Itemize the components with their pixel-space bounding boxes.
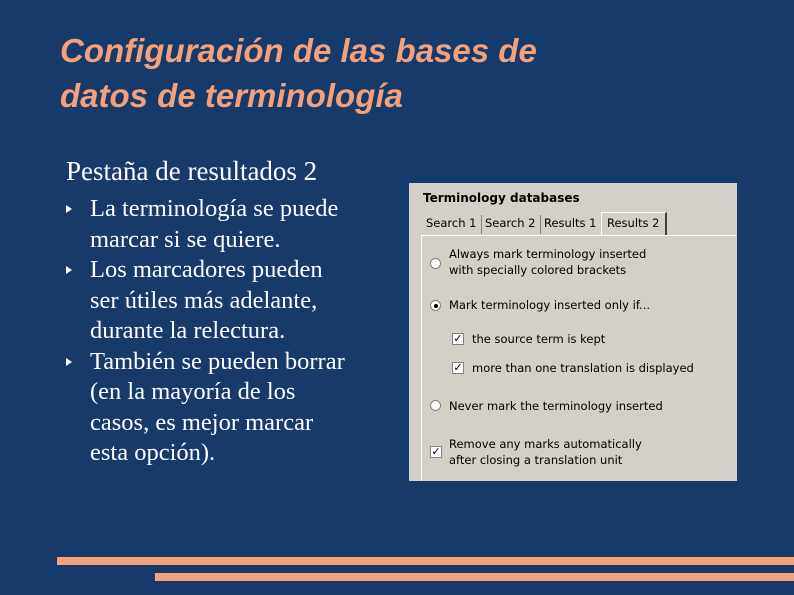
tab-results-2[interactable]: Results 2 [601, 212, 667, 236]
label-line: Always mark terminology inserted [449, 247, 647, 261]
bullet-arrow-icon [66, 205, 72, 213]
tab-search-1[interactable]: Search 1 [421, 215, 482, 234]
bullet-list [66, 194, 396, 469]
bullet-arrow-icon [66, 266, 72, 274]
radio-mark-only-if-label: Mark terminology inserted only if... [449, 298, 651, 312]
checkbox-more-than-one-translation[interactable]: ✓ [453, 361, 463, 374]
group-title: Terminology databases [423, 191, 580, 205]
terminology-dialog-screenshot [409, 183, 737, 481]
radio-mark-only-if[interactable] [430, 300, 441, 311]
slide-title-line-2: datos de terminología [60, 77, 403, 114]
tab-search-2[interactable]: Search 2 [480, 215, 541, 234]
tab-panel-results-2 [421, 235, 736, 481]
bullet-arrow-icon [66, 358, 72, 366]
checkbox-remove-marks[interactable]: ✓ [431, 445, 441, 458]
checkbox-remove-marks-label [449, 436, 642, 468]
label-line: with specially colored brackets [449, 263, 627, 277]
bullet-line: casos, es mejor marcar [90, 408, 314, 436]
decorative-bar-bottom [155, 573, 794, 581]
bullet-line: durante la relectura. [90, 317, 286, 344]
label-line: Remove any marks automatically [449, 437, 642, 451]
bullet-item [66, 255, 396, 347]
checkbox-source-term-kept[interactable]: ✓ [453, 332, 463, 345]
bullet-line: ser útiles más adelante, [90, 286, 318, 314]
decorative-bar-top [57, 557, 794, 565]
bullet-line: También se pueden borrar [90, 347, 345, 375]
slide-subtitle: Pestaña de resultados 2 [66, 156, 318, 186]
checkbox-more-than-one-translation-label: more than one translation is displayed [472, 361, 694, 375]
label-line: after closing a translation unit [449, 453, 623, 467]
slide-title [60, 28, 760, 118]
checkbox-source-term-kept-label: the source term is kept [472, 332, 606, 346]
bullet-line: esta opción). [90, 439, 216, 466]
bullet-line: La terminología se puede [90, 195, 339, 222]
bullet-line: Los marcadores pueden [90, 256, 323, 283]
bullet-line: marcar si se quiere. [90, 225, 281, 253]
bullet-item [66, 194, 396, 255]
radio-never-mark[interactable] [430, 400, 441, 411]
tab-results-1[interactable]: Results 1 [539, 215, 603, 234]
radio-never-mark-label: Never mark the terminology inserted [449, 399, 663, 413]
bullet-line: (en la mayoría de los [90, 378, 296, 405]
radio-always-mark[interactable] [430, 258, 441, 269]
slide-title-line-1: Configuración de las bases de [60, 32, 537, 69]
bullet-item [66, 347, 396, 469]
radio-always-mark-label [449, 246, 646, 278]
